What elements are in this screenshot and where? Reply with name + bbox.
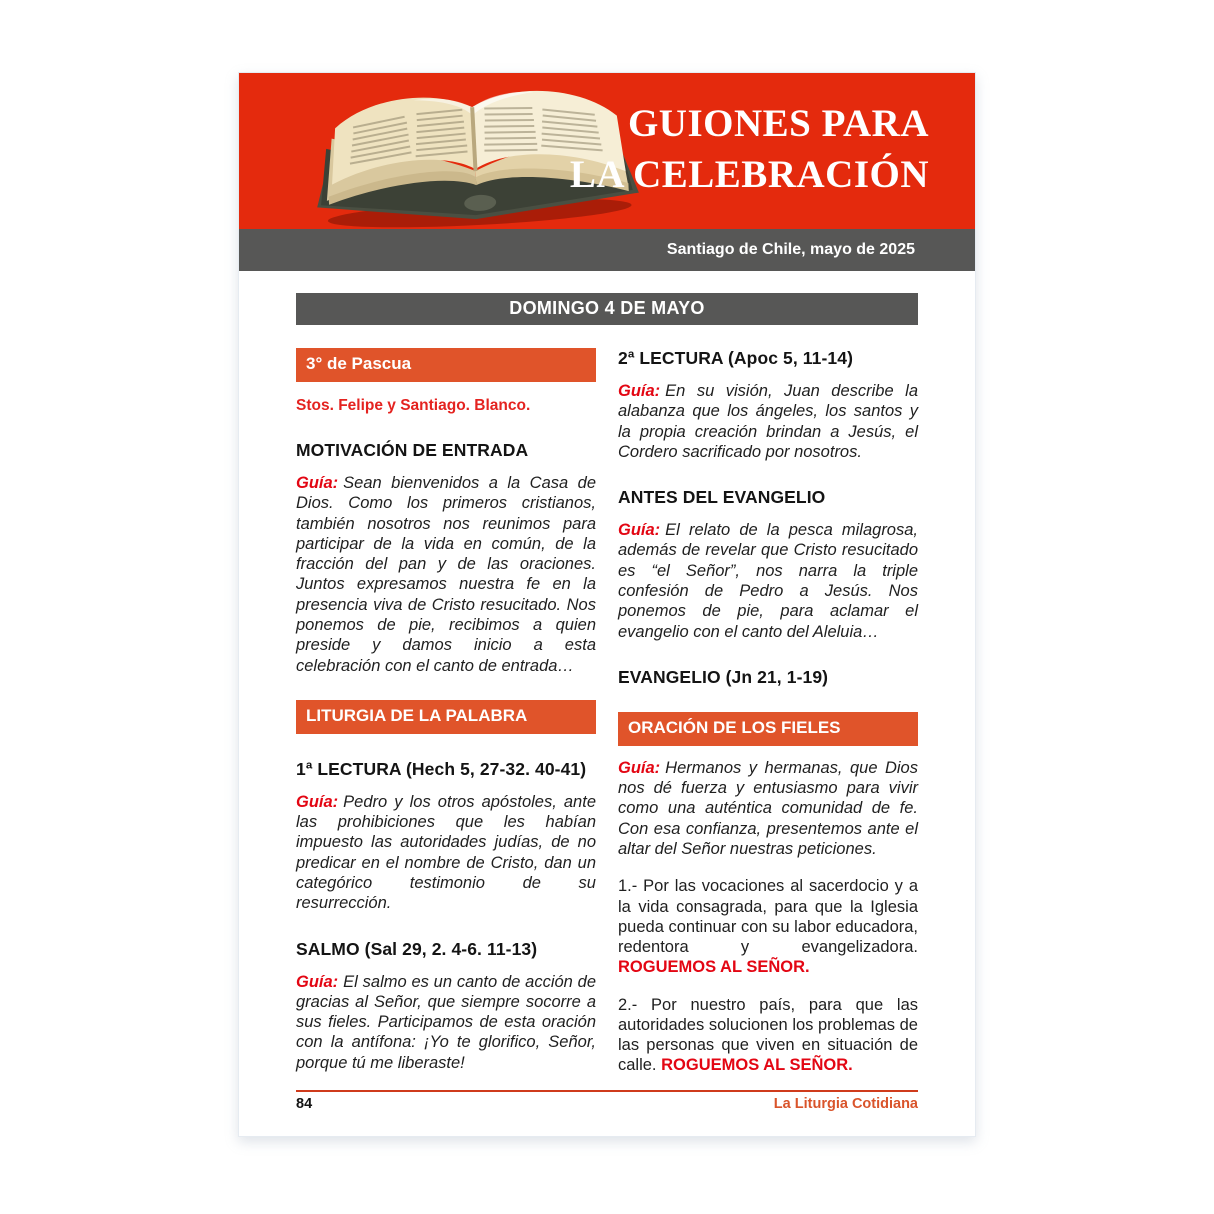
guia-label: Guía:	[296, 972, 339, 991]
saints-line: Stos. Felipe y Santiago. Blanco.	[296, 397, 531, 414]
petition-response: ROGUEMOS AL SEÑOR.	[661, 1056, 853, 1075]
salmo-heading: SALMO (Sal 29, 2. 4-6. 11-13)	[296, 938, 538, 959]
page-content	[239, 271, 975, 1136]
oracion-guia-paragraph	[618, 758, 918, 859]
day-header-label: DOMINGO 4 DE MAYO	[509, 298, 705, 318]
publication-title: La Liturgia Cotidiana	[773, 1096, 918, 1112]
petition-text: 2.- Por nuestro país, para que las autoridades solucionen los problemas de las personas que viven en situación de calle.	[618, 995, 918, 1075]
evangelio-heading: EVANGELIO (Jn 21, 1-19)	[618, 666, 829, 687]
two-column-layout	[296, 348, 918, 1076]
petition-text: 1.- Por las vocaciones al sacerdocio y a la vida consagrada, para que la Iglesia pueda continuar con su labor educadora, redentora y evangelizadora.	[618, 877, 918, 957]
guia-label: Guía:	[618, 521, 661, 540]
guia-label: Guía:	[618, 758, 661, 777]
petition-2	[618, 995, 918, 1076]
antes-evangelio-heading: ANTES DEL EVANGELIO	[618, 487, 826, 508]
guia-label: Guía:	[296, 792, 339, 811]
liturgia-palabra-bar	[296, 700, 596, 734]
guia-text: El salmo es un canto de acción de gracias al Señor, que siempre socorre a sus fieles. Participamos de esta oración con la antífona: ¡Yo te glorifico, Señor, porque tú me liberaste!	[296, 972, 596, 1072]
guia-text: Hermanos y hermanas, que Dios nos dé fuerza y entusiasmo para vivir como una auténtica comunidad de fe. Con esa confianza, presentemos ante el altar del Señor nuestras peticiones.	[618, 758, 918, 858]
season-header-bar	[296, 348, 596, 382]
edition-bar	[239, 229, 975, 271]
petition-1	[618, 876, 918, 977]
guia-text: En su visión, Juan describe la alabanza que los ángeles, los santos y la propia creación brindan a Jesús, el Cordero sacrificado por nosotros.	[618, 382, 918, 461]
edition-text: Santiago de Chile, mayo de 2025	[666, 241, 915, 258]
guia-label: Guía:	[296, 474, 339, 492]
lectura1-heading: 1ª LECTURA (Hech 5, 27-32. 40-41)	[296, 758, 587, 779]
document-page	[238, 72, 976, 1137]
left-column	[296, 348, 596, 1076]
page-title-line1: GUIONES PARA	[627, 102, 929, 145]
lectura2-heading: 2ª LECTURA (Apoc 5, 11-14)	[618, 348, 854, 368]
banner	[239, 73, 975, 229]
season-label: 3° de Pascua	[306, 354, 412, 373]
motivacion-guia-paragraph	[296, 473, 596, 676]
lectura2-guia-paragraph	[618, 381, 918, 462]
page-footer	[296, 1090, 918, 1112]
guia-text: El relato de la pesca milagrosa, además de revelar que Cristo resucitado es “el Señor”, nos narra la triple confesión de Pedro a Jesús. Nos ponemos de pie, para aclamar el evangelio con el canto del Aleluia…	[618, 521, 918, 641]
lectura1-guia-paragraph	[296, 792, 596, 914]
guia-text: Sean bienvenidos a la Casa de Dios. Como los primeros cristianos, también nosotros nos reunimos para participar de la vida en común, de la fracción del pan y de las oraciones. Juntos expresamos nuestra fe en la presencia viva de Cristo resucitado. Nos ponemos de pie, recibimos a quien preside y damos inicio a esta celebración con el canto de entrada…	[296, 474, 596, 675]
antes-evangelio-guia-paragraph	[618, 520, 918, 642]
liturgia-palabra-label: LITURGIA DE LA PALABRA	[306, 705, 528, 725]
guia-text: Pedro y los otros apóstoles, ante las prohibiciones que les habían impuesto las autoridades judías, de no predicar en el nombre de Cristo, dan un categórico testimonio de su resurrección.	[296, 792, 596, 913]
motivacion-heading: MOTIVACIÓN DE ENTRADA	[296, 440, 529, 460]
page-number: 84	[296, 1096, 313, 1112]
oracion-fieles-label: ORACIÓN DE LOS FIELES	[628, 717, 841, 737]
guia-label: Guía:	[618, 382, 661, 400]
day-header-bar	[296, 293, 918, 325]
page-title	[570, 99, 929, 200]
right-column	[618, 348, 918, 1076]
petition-response: ROGUEMOS AL SEÑOR.	[618, 958, 810, 977]
page-title-line2: LA CELEBRACIÓN	[569, 152, 929, 196]
salmo-guia-paragraph	[296, 972, 596, 1073]
oracion-fieles-bar	[618, 712, 918, 746]
